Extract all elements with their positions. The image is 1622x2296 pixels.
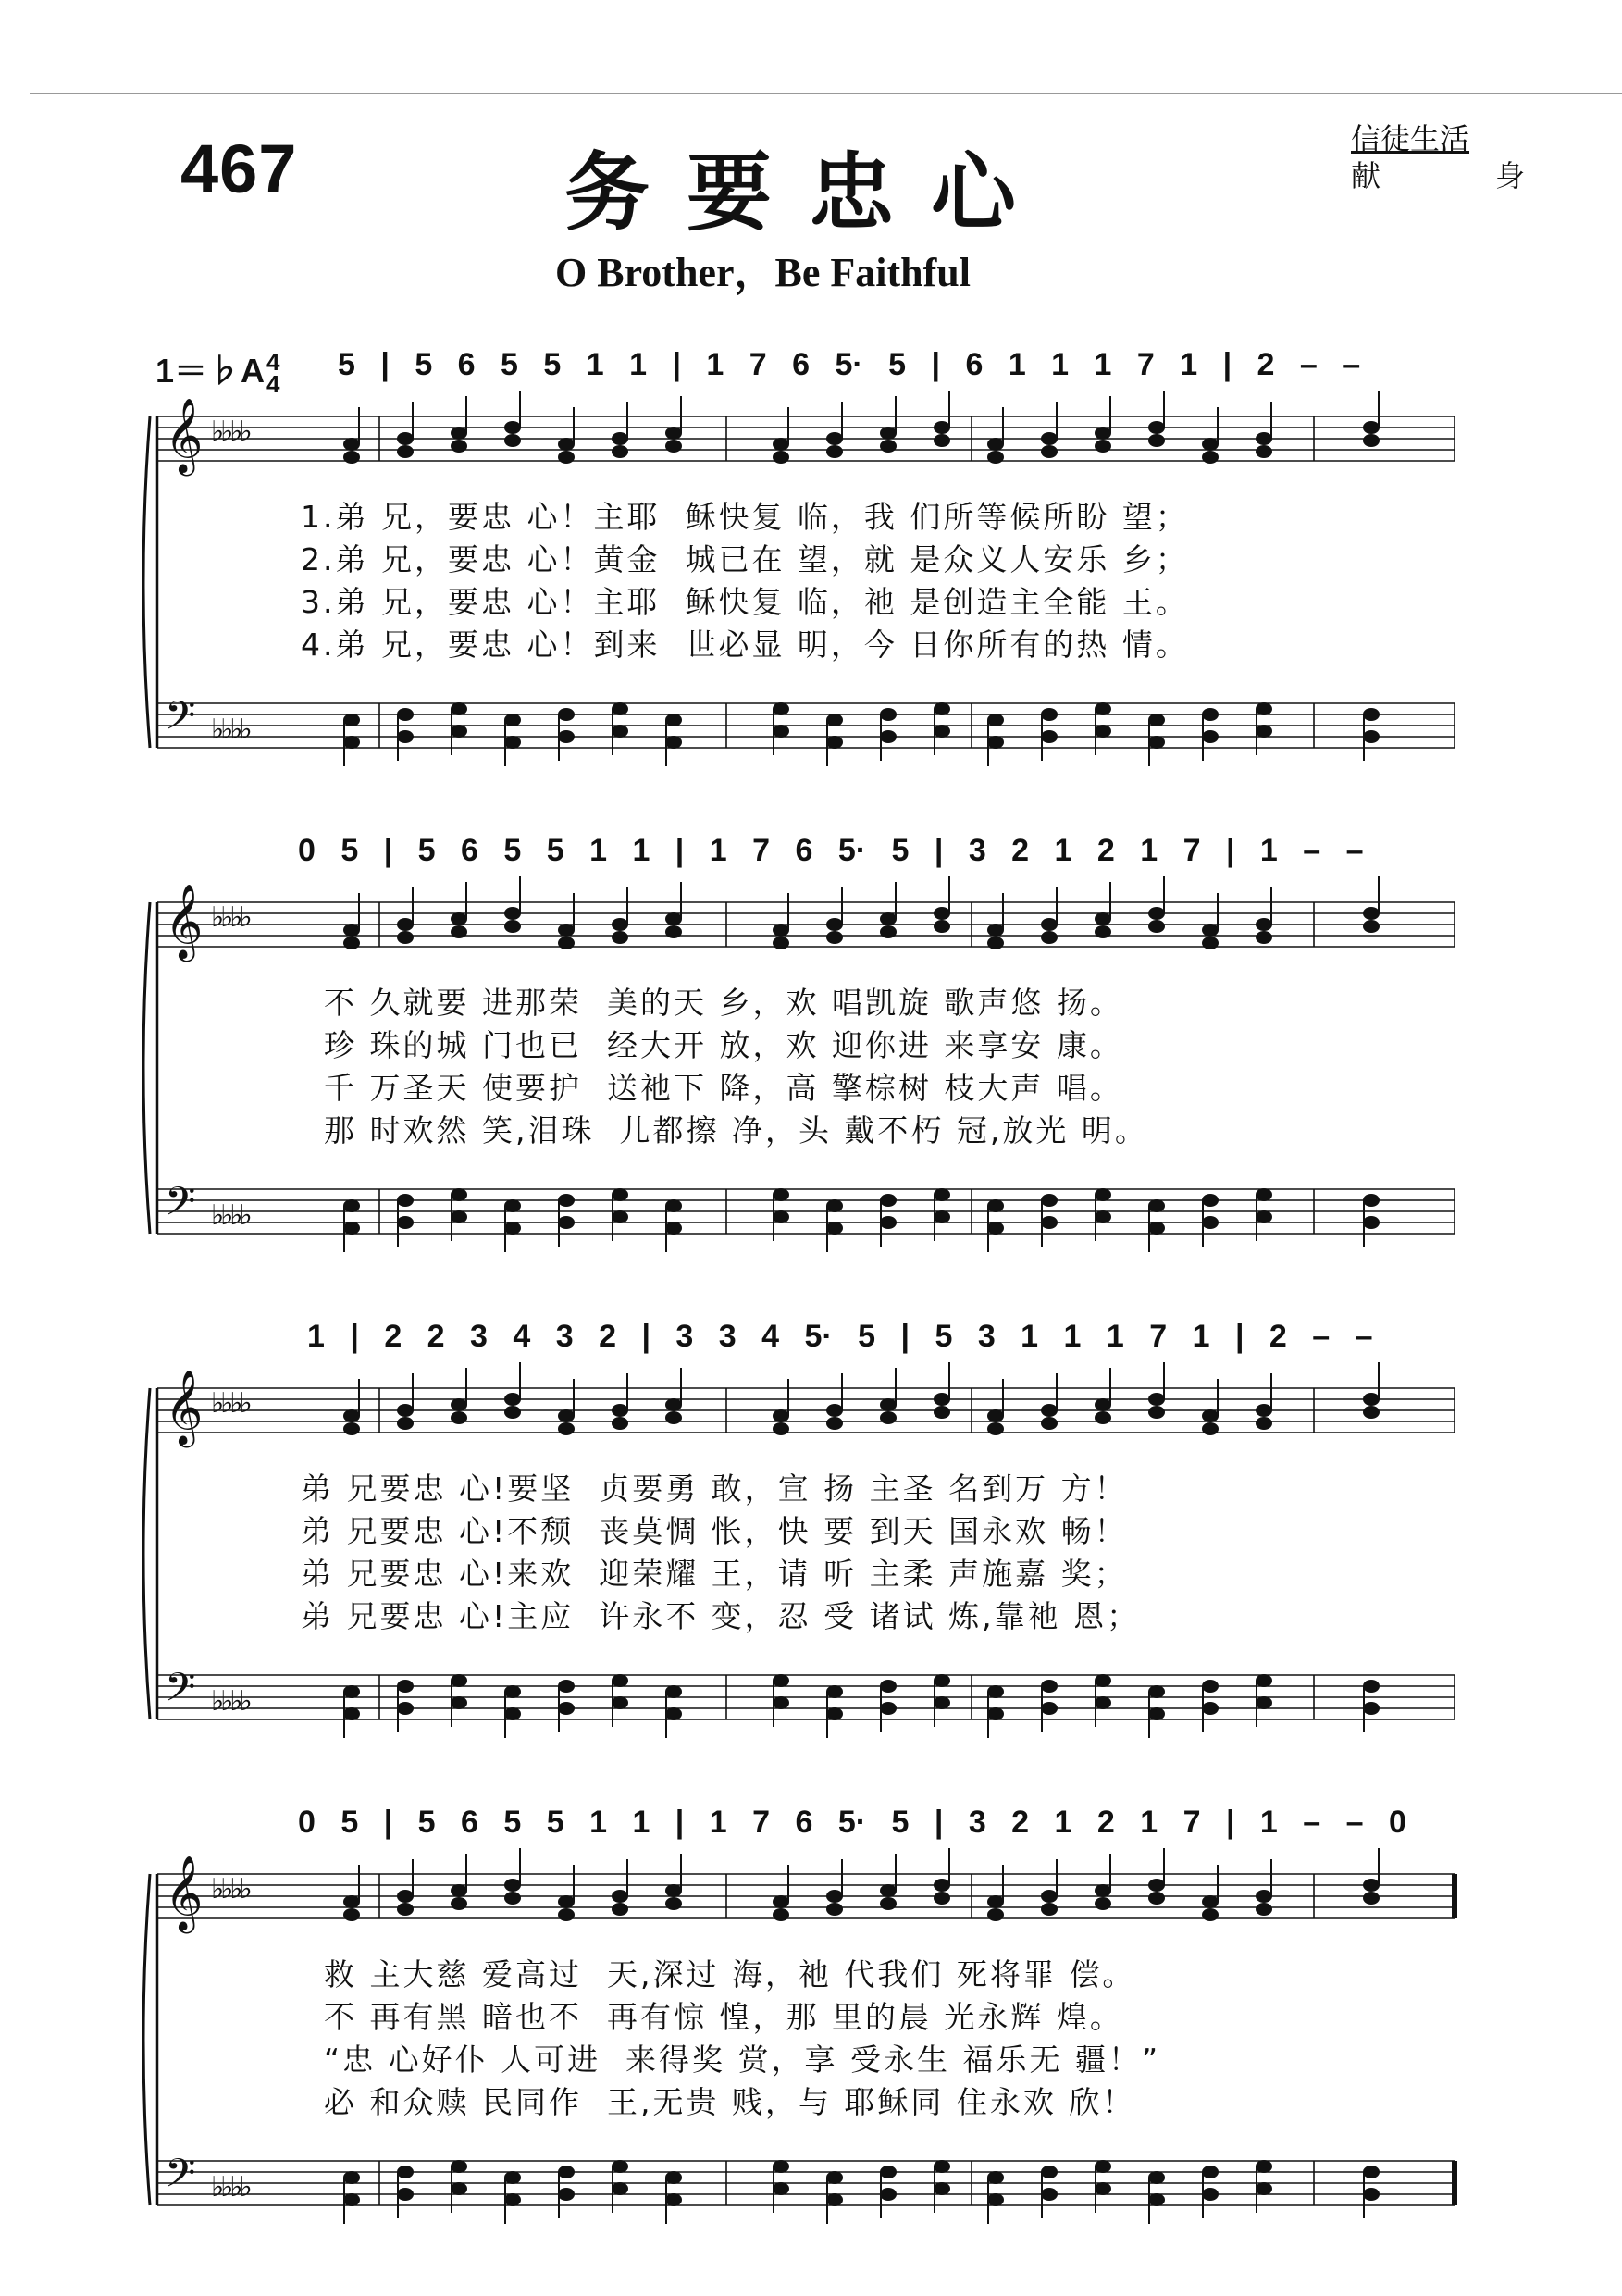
jianpu-line: 0 5 | 5 6 5 5 1 1 | 1 7 6 5· 5 | 3 2 1 2 1 7 | 1 – – — [298, 833, 1364, 868]
svg-text:♭♭♭♭: ♭♭♭♭ — [211, 1685, 249, 1718]
svg-text:𝄢: 𝄢 — [165, 1179, 196, 1235]
lyric-verse-4: 必 和众赎 民同作 王,无贵 贱，与 耶稣同 住永欢 欣！ — [324, 2084, 1136, 2120]
top-rule — [30, 93, 1622, 94]
svg-text:𝄞: 𝄞 — [165, 1369, 204, 1445]
jianpu-line: 1 | 2 2 3 4 3 2 | 3 3 4 5· 5 | 5 3 1 1 1 7 1 | 2 – – — [307, 1319, 1373, 1354]
lyric-verse-2: 不 再有黑 暗也不 再有惊 惶，那 里的晨 光永辉 煌。 — [324, 1999, 1123, 2035]
svg-text:♭♭♭♭: ♭♭♭♭ — [211, 416, 249, 448]
lyric-verse-3: “忠 心好仆 人可进 来得奖 赏，享 受永生 福乐无 疆！” — [324, 2042, 1161, 2078]
svg-text:𝄢: 𝄢 — [165, 1665, 196, 1720]
svg-text:♭♭♭♭: ♭♭♭♭ — [211, 2171, 249, 2203]
svg-text:𝄞: 𝄞 — [165, 397, 204, 473]
svg-text:𝄢: 𝄢 — [165, 693, 196, 749]
svg-text:♭♭♭♭: ♭♭♭♭ — [211, 1387, 249, 1420]
lyric-verse-4: 弟 兄要忠 心!主应 许永不 变，忍 受 诸试 炼,靠祂 恩； — [301, 1598, 1141, 1634]
lyric-verse-1: 救 主大慈 爱高过 天,深过 海，祂 代我们 死将罪 偿。 — [324, 1956, 1136, 1992]
lyric-verse-1: 弟 兄要忠 心!要坚 贞要勇 敢，宣 扬 主圣 名到万 方！ — [301, 1471, 1128, 1507]
hymn-number: 467 — [180, 130, 298, 207]
lyric-verse-2: 2.弟 兄，要忠 心！黄金 城已在 望，就 是众义人安乐 乡； — [301, 541, 1189, 577]
lyric-verse-3: 弟 兄要忠 心!来欢 迎荣耀 王，请 听 主柔 声施嘉 奖； — [301, 1556, 1128, 1592]
music-system-3 — [0, 1300, 1622, 1781]
category-subsection: 献 身 — [1351, 158, 1568, 193]
lyric-verse-2: 弟 兄要忠 心!不颓 丧莫惆 怅，快 要 到天 国永欢 畅！ — [301, 1513, 1128, 1549]
lyric-verse-3: 千 万圣天 使要护 送祂下 降，高 擎棕树 枝大声 唱。 — [324, 1070, 1123, 1106]
music-system-1 — [0, 329, 1622, 810]
category-section: 信徒生活 — [1351, 121, 1470, 156]
hymn-title-english: O Brother，Be Faithful — [555, 250, 971, 295]
lyric-verse-1: 不 久就要 进那荣 美的天 乡，欢 唱凯旋 歌声悠 扬。 — [324, 985, 1123, 1021]
music-system-2 — [0, 814, 1622, 1296]
jianpu-line: 0 5 | 5 6 5 5 1 1 | 1 7 6 5· 5 | 3 2 1 2 1 7 | 1 – – 0 — [298, 1805, 1406, 1840]
svg-text:♭♭♭♭: ♭♭♭♭ — [211, 714, 249, 746]
svg-text:♭♭♭♭: ♭♭♭♭ — [211, 1873, 249, 1905]
lyric-verse-2: 珍 珠的城 门也已 经大开 放，欢 迎你进 来享安 康。 — [324, 1027, 1123, 1063]
svg-text:𝄞: 𝄞 — [165, 883, 204, 959]
svg-text:♭♭♭♭: ♭♭♭♭ — [211, 901, 249, 934]
svg-text:♭♭♭♭: ♭♭♭♭ — [211, 1199, 249, 1232]
jianpu-line: 5 | 5 6 5 5 1 1 | 1 7 6 5· 5 | 6 1 1 1 7 1 | 2 – – — [338, 347, 1361, 382]
hymn-title-chinese: 务要忠心 — [564, 143, 1054, 242]
svg-text:𝄢: 𝄢 — [165, 2151, 196, 2206]
music-system-4 — [0, 1786, 1622, 2267]
lyric-verse-1: 1.弟 兄，要忠 心！主耶 稣快复 临，我 们所等候所盼 望； — [301, 499, 1189, 535]
lyric-verse-3: 3.弟 兄，要忠 心！主耶 稣快复 临，祂 是创造主全能 王。 — [301, 584, 1189, 620]
lyric-verse-4: 4.弟 兄，要忠 心！到来 世必显 明，今 日你所有的热 情。 — [301, 627, 1189, 663]
svg-text:𝄞: 𝄞 — [165, 1855, 204, 1930]
key-signature: 1＝♭A4 4 — [155, 348, 280, 399]
hymn-category — [1351, 120, 1567, 194]
lyric-verse-4: 那 时欢然 笑,泪珠 儿都擦 净，头 戴不朽 冠,放光 明。 — [324, 1112, 1148, 1148]
